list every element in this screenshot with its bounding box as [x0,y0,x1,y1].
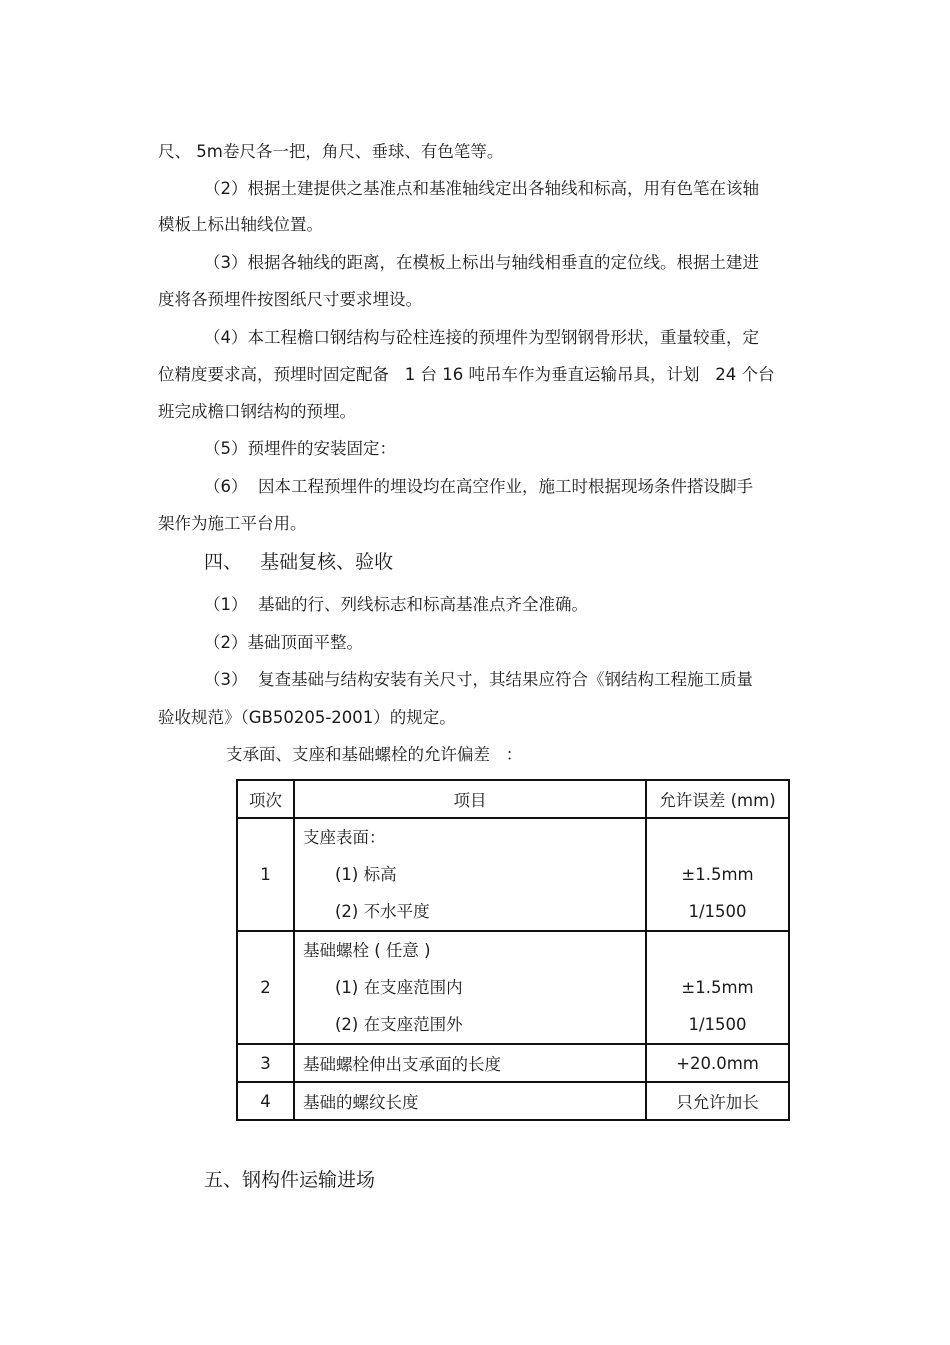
paragraph-line: （1） 基础的行、列线标志和标高基准点齐全准确。 [204,595,588,614]
row-number: 1 [237,818,294,931]
tolerance-value: ±1.5mm [681,978,754,997]
row-number: 4 [237,1082,294,1120]
row-tolerance: +20.0mm [646,1044,789,1082]
item-title: 基础螺栓 ( 任意 ) [303,940,431,960]
item-sub: (2) 在支座范围外 [335,1014,463,1034]
section-heading: 五、钢构件运输进场 [204,1169,376,1191]
header-cell-no: 项次 [237,780,294,818]
paragraph-line: 位精度要求高，预埋时固定配备 1 台 16 吨吊车作为垂直运输吊具，计划 24 个台 [158,365,775,384]
paragraph-line: （4）本工程檐口钢结构与砼柱连接的预埋件为型钢钢骨形状，重量较重，定 [204,328,759,347]
paragraph-line: （2）根据土建提供之基准点和基准轴线定出各轴线和标高，用有色笔在该轴 [204,179,759,198]
paragraph-line: 模板上标出轴线位置。 [158,215,323,234]
header-cell-tolerance: 允许误差 (mm) [646,780,789,818]
paragraph-line: （3）根据各轴线的距离，在模板上标出与轴线相垂直的定位线。根据土建进 [204,253,759,272]
row-number: 3 [237,1044,294,1082]
paragraph-line: 尺、 5m卷尺各一把，角尺、垂球、有色笔等。 [158,142,504,161]
tolerance-value: 1/1500 [688,1015,747,1034]
row-tolerance [646,931,789,1044]
row-tolerance: 只允许加长 [646,1082,789,1120]
row-tolerance [646,818,789,931]
item-sub: (1) 在支座范围内 [335,977,463,997]
tolerance-value: 1/1500 [688,902,747,921]
section-heading: 四、 基础复核、验收 [204,551,394,573]
table-row [237,931,789,1044]
table-caption: 支承面、支座和基础螺栓的允许偏差 ： [226,745,523,764]
paragraph-line: 架作为施工平台用。 [158,514,307,533]
item-title: 支座表面： [303,827,386,847]
row-item: 基础螺栓伸出支承面的长度 [294,1044,646,1082]
paragraph-line: （2）基础顶面平整。 [204,633,363,652]
table-header-row [237,780,789,818]
paragraph-line: （3） 复查基础与结构安装有关尺寸，其结果应符合《钢结构工程施工质量 [204,670,753,689]
row-item [294,931,646,1044]
table-row [237,818,789,931]
tolerance-table [236,779,790,1121]
item-sub: (2) 不水平度 [335,901,430,921]
table-row [237,1082,789,1120]
item-sub: (1) 标高 [335,864,397,884]
header-cell-item: 项目 [294,780,646,818]
tolerance-value: ±1.5mm [681,865,754,884]
row-item: 基础的螺纹长度 [294,1082,646,1120]
paragraph-line: （6） 因本工程预埋件的埋设均在高空作业，施工时根据现场条件搭设脚手 [204,477,753,496]
row-item [294,818,646,931]
paragraph-line: 班完成檐口钢结构的预埋。 [158,402,356,421]
paragraph-line: （5）预埋件的安装固定： [204,439,396,458]
table-row [237,1044,789,1082]
row-number: 2 [237,931,294,1044]
paragraph-line: 度将各预埋件按图纸尺寸要求埋设。 [158,290,422,309]
paragraph-line: 验收规范》（GB50205-2001）的规定。 [158,708,456,727]
